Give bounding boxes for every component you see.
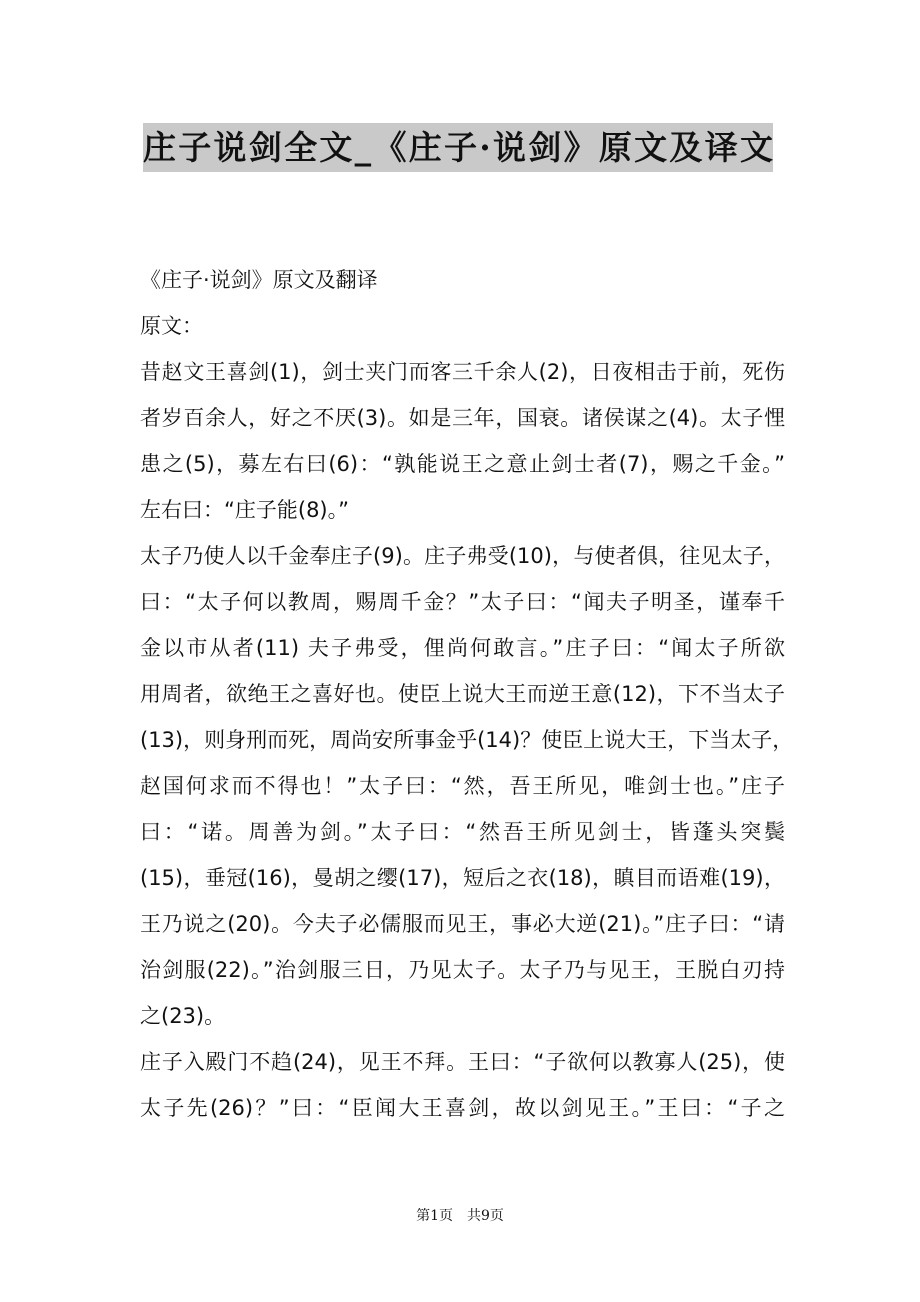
- text-line: 赵国何求而不得也！”太子曰：“然，吾王所见，唯剑士也。”庄子: [140, 774, 785, 798]
- text-line: 金以市从者(11) 夫子弗受，俚尚何敢言。”庄子曰：“闻太子所欲: [140, 636, 785, 660]
- text-line: 昔赵文王喜剑(1)，剑士夹门而客三千余人(2)，日夜相击于前，死伤: [140, 360, 785, 384]
- text-line: 者岁百余人，好之不厌(3)。如是三年，国衰。诸侯谋之(4)。太子悝: [140, 406, 785, 430]
- text-line: 王乃说之(20)。今夫子必儒服而见王，事必大逆(21)。”庄子曰：“请: [140, 912, 785, 936]
- text-line: 太子乃使人以千金奉庄子(9)。庄子弗受(10)，与使者俱，往见太子，: [140, 544, 785, 568]
- page-footer: 第1页 共9页: [416, 1208, 504, 1224]
- document-title: 庄子说剑全文_《庄子·说剑》原文及译文: [143, 128, 773, 167]
- text-line: (13)，则身刑而死，周尚安所事金乎(14)？使臣上说大王，下当太子，: [140, 728, 794, 752]
- text-line: (15)，垂冠(16)，曼胡之缨(17)，短后之衣(18)，瞋目而语难(19)，: [140, 866, 785, 890]
- text-line: 太子先(26)？”曰：“臣闻大王喜剑，故以剑见王。”王曰：“子之: [140, 1096, 785, 1120]
- text-line: 用周者，欲绝王之喜好也。使臣上说大王而逆王意(12)，下不当太子: [140, 682, 785, 706]
- text-line: 曰：“诺。周善为剑。”太子曰：“然吾王所见剑士，皆蓬头突鬓: [140, 820, 785, 844]
- text-line: 庄子入殿门不趋(24)，见王不拜。王曰：“子欲何以教寡人(25)，使: [140, 1050, 785, 1074]
- text-line: 左右曰：“庄子能(8)。”: [140, 498, 350, 522]
- text-line: 治剑服(22)。”治剑服三日，乃见太子。太子乃与见王，王脱白刃持: [140, 958, 785, 982]
- subtitle: 《庄子·说剑》原文及翻译: [140, 268, 378, 292]
- text-line: 之(23)。: [140, 1004, 226, 1028]
- section-label: 原文：: [140, 314, 203, 338]
- text-line: 患之(5)，募左右曰(6)：“孰能说王之意止剑士者(7)，赐之千金。”: [140, 452, 785, 476]
- text-line: 曰：“太子何以教周，赐周千金？”太子曰：“闻夫子明圣，谨奉千: [140, 590, 785, 614]
